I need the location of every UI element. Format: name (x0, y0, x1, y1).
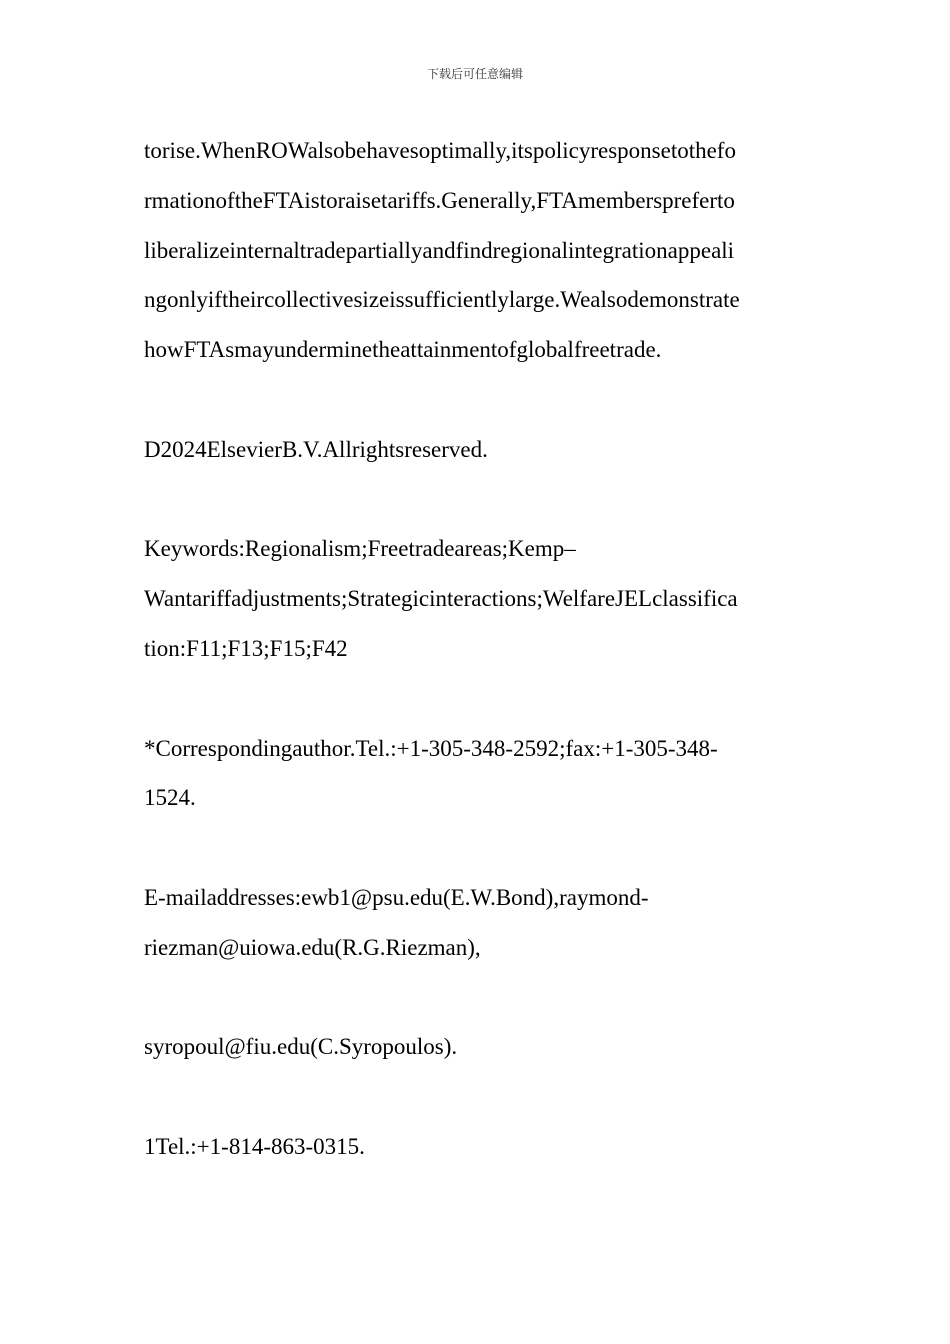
corresponding-line: 1524. (144, 785, 196, 811)
abstract-paragraph (144, 126, 808, 375)
spacer (144, 973, 808, 1023)
spacer (144, 823, 808, 873)
footnote: 1Tel.:+1-814-863-0315. (144, 1133, 365, 1159)
copyright-notice: D2024ElsevierB.V.Allrightsreserved. (144, 436, 488, 462)
spacer (144, 674, 808, 724)
page-header: 下载后可任意编辑 (426, 67, 523, 81)
spacer (144, 475, 808, 525)
spacer (144, 1072, 808, 1122)
spacer (144, 375, 808, 425)
corresponding-author (144, 724, 808, 824)
abstract-line: rmationoftheFTAistoraisetariffs.Generally,FTAmemberspreferto (144, 187, 735, 213)
corresponding-line: *Correspondingauthor.Tel.:+1-305-348-2592;fax:+1-305-348- (144, 735, 718, 761)
abstract-line: liberalizeinternaltradepartiallyandfindregionalintegrationappeali (144, 237, 735, 263)
abstract-line: howFTAsmayunderminetheattainmentofglobalfreetrade. (144, 337, 662, 363)
email-continuation: syropoul@fiu.edu(C.Syropoulos). (144, 1034, 458, 1060)
abstract-line: ngonlyiftheircollectivesizeissufficientlylarge.Wealsodemonstrate (144, 287, 740, 313)
keywords-line: Keywords:Regionalism;Freetradeareas;Kemp– (144, 536, 576, 562)
keywords-paragraph (144, 524, 808, 673)
abstract-line: torise.WhenROWalsobehavesoptimally,itspolicyresponsetothefo (144, 138, 736, 163)
keywords-line: Wantariffadjustments;Strategicinteractions;WelfareJELclassifica (144, 586, 738, 612)
keywords-line: tion:F11;F13;F15;F42 (144, 635, 348, 661)
email-line: E-mailaddresses:ewb1@psu.edu(E.W.Bond),raymond- (144, 884, 649, 910)
document-body (144, 126, 808, 1172)
email-line: riezman@uiowa.edu(R.G.Riezman), (144, 934, 481, 960)
email-addresses (144, 873, 808, 973)
